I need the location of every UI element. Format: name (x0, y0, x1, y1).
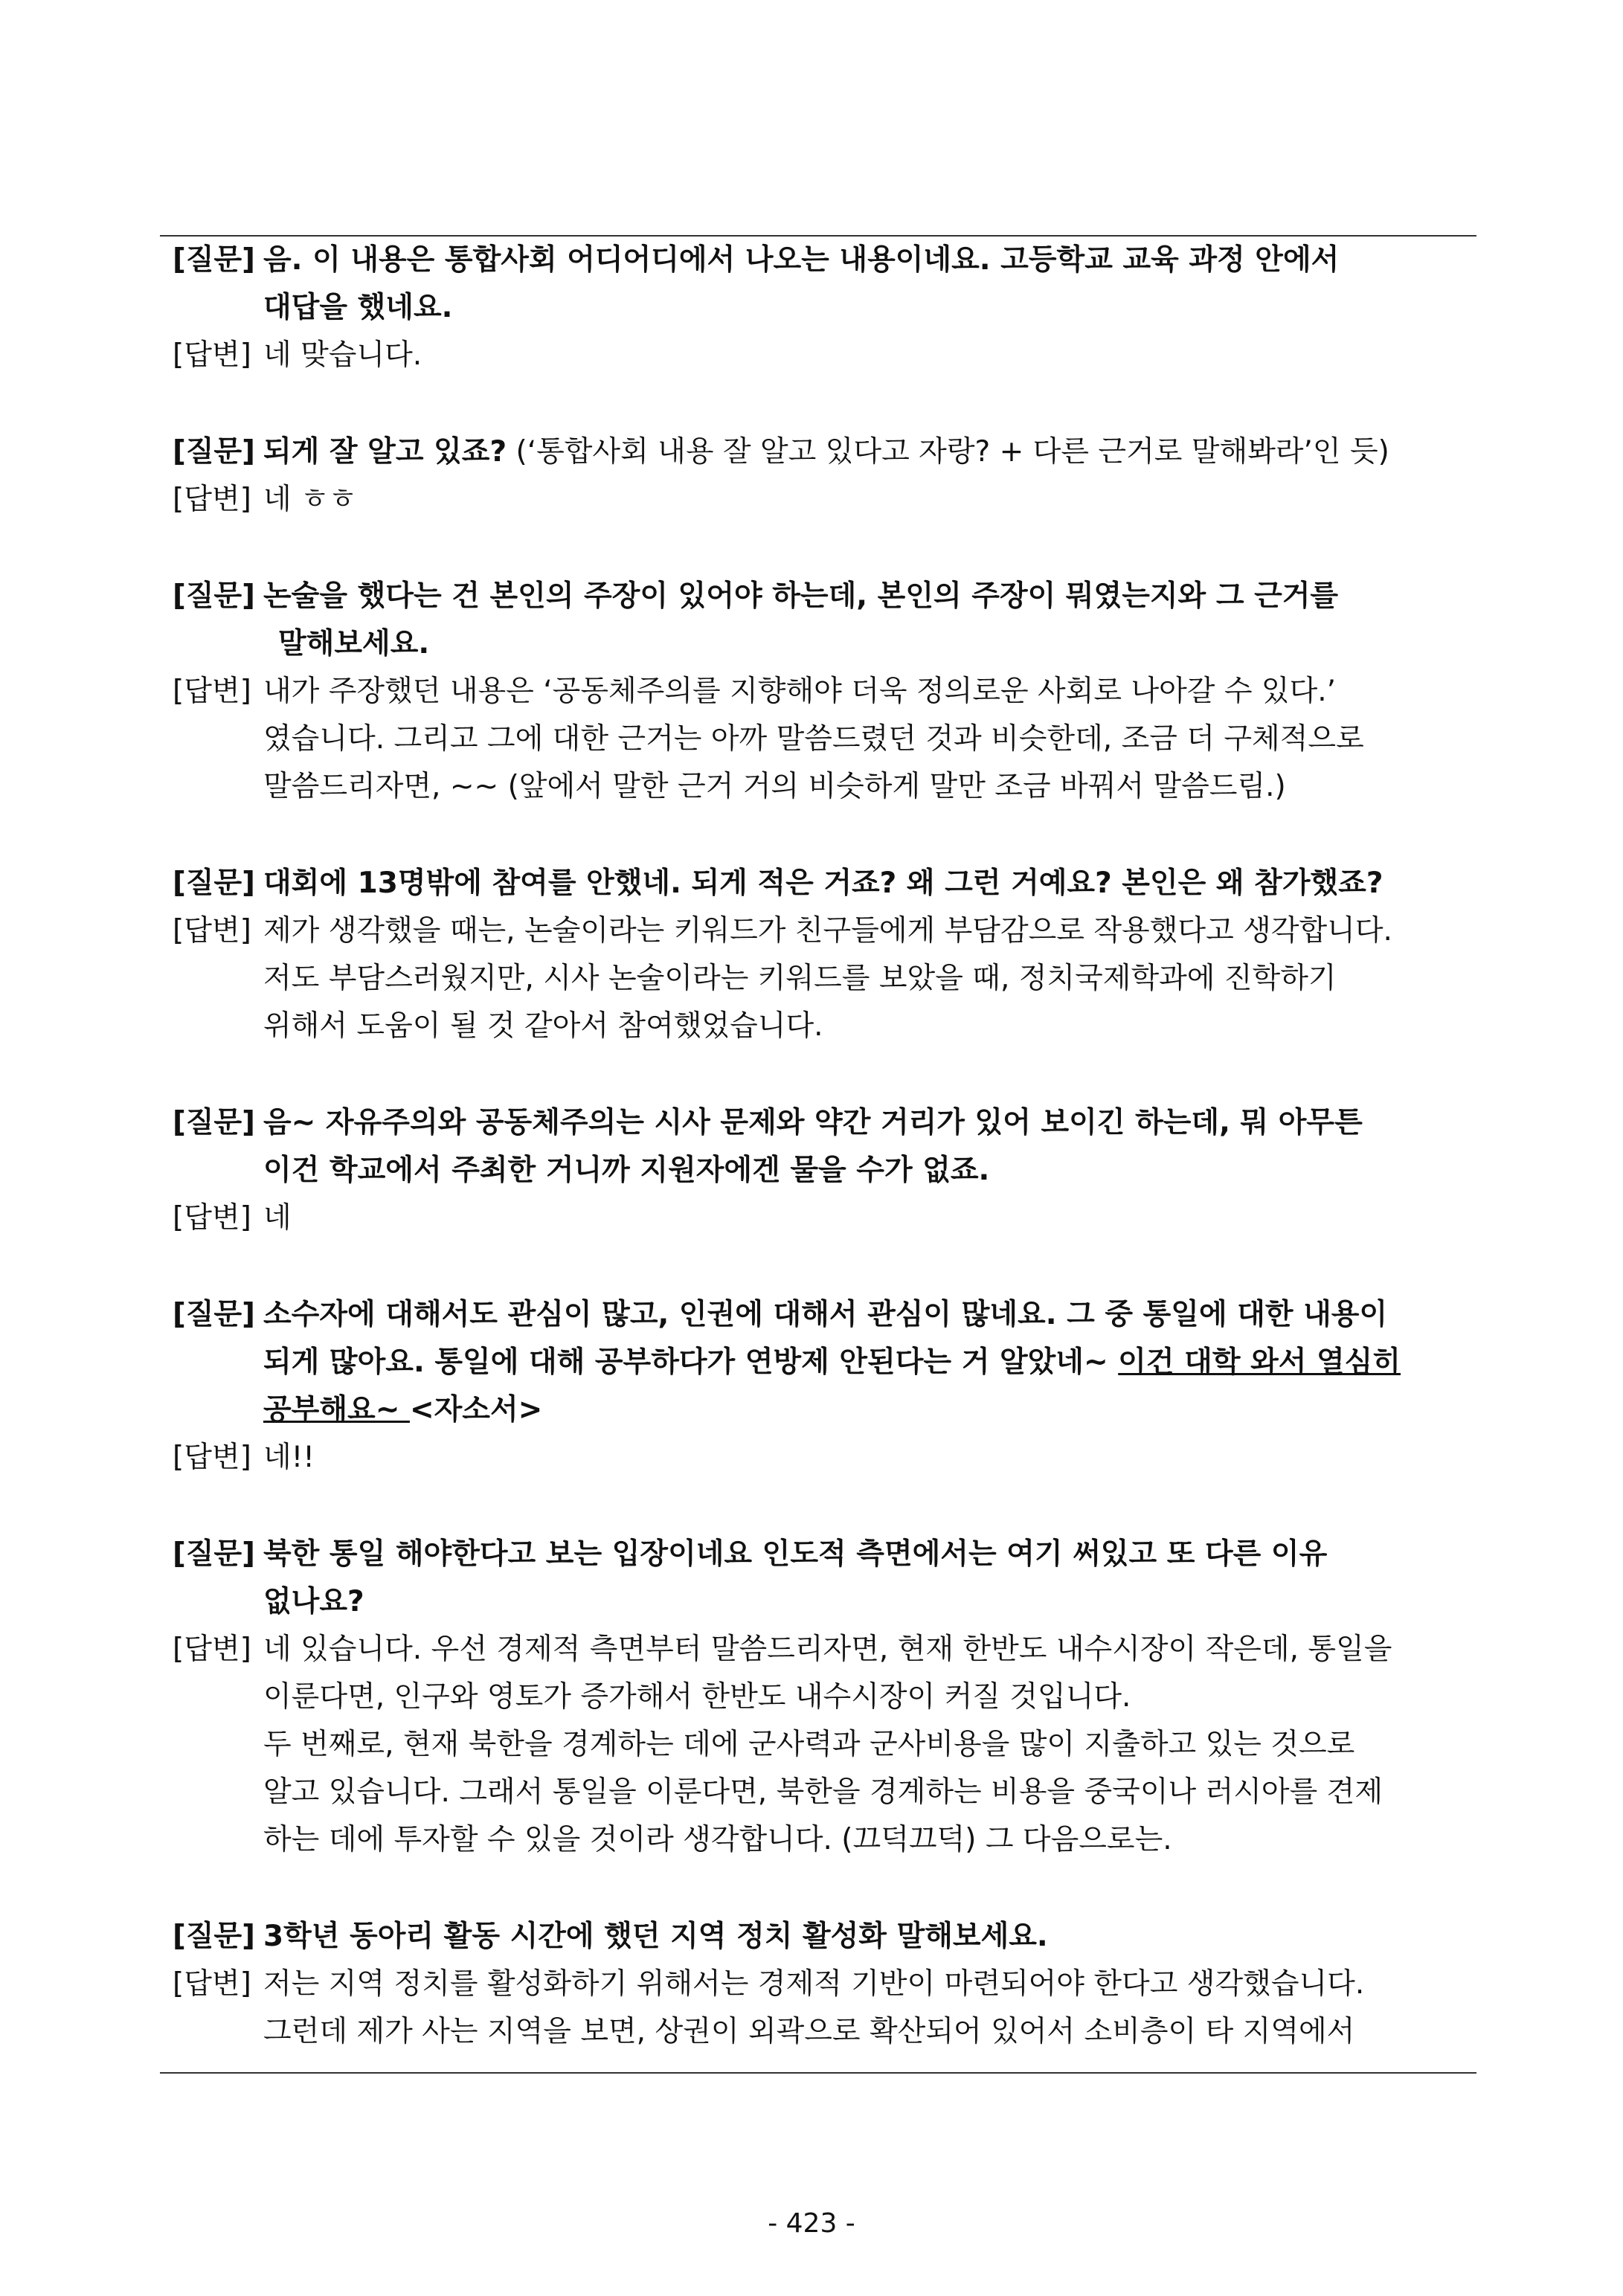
question-line: 대답을 했네요. (263, 291, 453, 324)
answer (173, 1194, 1465, 1242)
question-line: 없나요? (263, 1585, 364, 1618)
answer-line: 였습니다. 그리고 그에 대한 근거는 아까 말씀드렸던 것과 비슷한데, 조금 더 구체적으로 (263, 722, 1364, 756)
qa-pair (173, 1099, 1465, 1242)
question-text (263, 1913, 1465, 1961)
answer (173, 1961, 1465, 2056)
answer-text (263, 1626, 1465, 1864)
question-tag: [질문] (173, 1298, 255, 1331)
answer-line: 이룬다면, 인구와 영토가 증가해서 한반도 내수시장이 커질 것입니다. (263, 1680, 1131, 1714)
answer-line: 두 번째로, 현재 북한을 경계하는 데에 군사력과 군사비용을 많이 지출하고 있는 것으로 (263, 1728, 1355, 1761)
qa-pair (173, 428, 1465, 524)
question-line: 음~ 자유주의와 공동체주의는 시사 문제와 약간 거리가 있어 보이긴 하는데, 뭐 아무튼 (263, 1106, 1363, 1139)
answer-line: 알고 있습니다. 그래서 통일을 이룬다면, 북한을 경계하는 비용을 중국이나 러시아를 견제 (263, 1775, 1383, 1809)
footer-rule (160, 2072, 1476, 2074)
answer-line: 위해서 도움이 될 것 같아서 참여했었습니다. (263, 1009, 823, 1043)
answer (173, 476, 1465, 524)
answer (173, 907, 1465, 1050)
question-text (263, 1291, 1465, 1434)
question-tag: [질문] (173, 866, 255, 900)
question-tag: [질문] (173, 579, 255, 613)
source-label: <자소서> (409, 1393, 543, 1427)
qa-pair (173, 1531, 1465, 1864)
question-text (263, 1099, 1465, 1194)
answer-line: 내가 주장했던 내용은 ‘공동체주의를 지향해야 더욱 정의로운 사회로 나아갈 수 있다.’ (263, 675, 1337, 708)
answer (173, 332, 1465, 379)
question (173, 237, 1465, 332)
question (173, 428, 1465, 476)
qa-pair (173, 1291, 1465, 1482)
answer-line: 네 맞습니다. (263, 338, 422, 372)
question-line: 음. 이 내용은 통합사회 어디어디에서 나오는 내용이네요. 고등학교 교육 과정 안에서 (263, 243, 1340, 277)
question-note: (‘통합사회 내용 잘 알고 있다고 자랑? + 다른 근거로 말해봐라’인 듯) (507, 435, 1389, 469)
answer-line: 네 있습니다. 우선 경제적 측면부터 말씀드리자면, 현재 한반도 내수시장이 작은데, 통일을 (263, 1633, 1392, 1666)
interview-transcript (173, 237, 1465, 2056)
question-tag: [질문] (173, 1106, 255, 1139)
qa-pair (173, 1913, 1465, 2056)
question-tag: [질문] (173, 1537, 255, 1571)
answer-tag: [답변] (173, 1441, 251, 1474)
answer-text (263, 1194, 1465, 1242)
answer-text (263, 476, 1465, 524)
question-text (263, 237, 1465, 332)
question-line: 3학년 동아리 활동 시간에 했던 지역 정치 활성화 말해보세요. (263, 1920, 1048, 1953)
question-tag: [질문] (173, 243, 255, 277)
question (173, 1531, 1465, 1626)
answer-tag: [답변] (173, 338, 251, 372)
answer-line: 제가 생각했을 때는, 논술이라는 키워드가 친구들에게 부담감으로 작용했다고 생각합니다. (263, 914, 1392, 948)
underlined-comment: 공부해요~ (263, 1393, 410, 1427)
question-line: 논술을 했다는 건 본인의 주장이 있어야 하는데, 본인의 주장이 뭐였는지와 그 근거를 (263, 579, 1339, 613)
answer-tag: [답변] (173, 675, 251, 708)
question-text (263, 428, 1465, 476)
question-line (263, 1386, 1465, 1434)
qa-pair (173, 237, 1465, 379)
question (173, 573, 1465, 668)
question-line: 대회에 13명밖에 참여를 안했네. 되게 적은 거죠? 왜 그런 거예요? 본인은 왜 참가했죠? (263, 866, 1383, 900)
answer-line: 말씀드리자면, ~~ (앞에서 말한 근거 거의 비슷하게 말만 조금 바꿔서 말씀드림.) (263, 770, 1286, 803)
question-line-text: 되게 많아요. 통일에 대해 공부하다가 연방제 안된다는 거 알았네~ (263, 1345, 1119, 1379)
question-text (263, 1531, 1465, 1626)
question-line: 소수자에 대해서도 관심이 많고, 인권에 대해서 관심이 많네요. 그 중 통일에 대한 내용이 (263, 1298, 1388, 1331)
qa-pair (173, 573, 1465, 811)
page-number: - 423 - (768, 2208, 855, 2239)
answer-text (263, 332, 1465, 379)
answer (173, 1434, 1465, 1482)
answer-line: 저는 지역 정치를 활성화하기 위해서는 경제적 기반이 마련되어야 한다고 생각했습니다. (263, 1967, 1365, 2001)
question-line (263, 1339, 1465, 1386)
question-bold-text: 되게 잘 알고 있죠? (263, 435, 507, 469)
qa-pair (173, 860, 1465, 1050)
answer-tag: [답변] (173, 1633, 251, 1666)
question-line: 말해보세요. (278, 627, 430, 660)
answer-text (263, 668, 1465, 811)
question-line (263, 428, 1465, 476)
answer-text (263, 907, 1465, 1050)
answer-line: 하는 데에 투자할 수 있을 것이라 생각합니다. (끄덕끄덕) 그 다음으로는. (263, 1823, 1172, 1856)
answer-tag: [답변] (173, 483, 251, 516)
answer-text (263, 1961, 1465, 2056)
question (173, 1913, 1465, 1961)
underlined-comment: 이건 대학 와서 열심히 (1118, 1345, 1401, 1379)
question-tag: [질문] (173, 1920, 255, 1953)
answer-tag: [답변] (173, 1201, 251, 1235)
question-line: 북한 통일 해야한다고 보는 입장이네요 인도적 측면에서는 여기 써있고 또 다른 이유 (263, 1537, 1328, 1571)
question-tag: [질문] (173, 435, 255, 469)
answer-text (263, 1434, 1465, 1482)
question-text (263, 860, 1465, 907)
question (173, 1291, 1465, 1434)
answer-line: 네 ㅎㅎ (263, 483, 357, 516)
question (173, 1099, 1465, 1194)
answer (173, 668, 1465, 811)
answer-tag: [답변] (173, 914, 251, 948)
question-text (263, 573, 1465, 668)
answer-line: 네!! (263, 1441, 315, 1474)
answer-tag: [답변] (173, 1967, 251, 2001)
answer (173, 1626, 1465, 1864)
question (173, 860, 1465, 907)
answer-line: 네 (263, 1201, 292, 1235)
question-line: 이건 학교에서 주최한 거니까 지원자에겐 물을 수가 없죠. (263, 1154, 990, 1187)
answer-line: 그런데 제가 사는 지역을 보면, 상권이 외곽으로 확산되어 있어서 소비층이 타 지역에서 (263, 2015, 1355, 2048)
answer-line: 저도 부담스러웠지만, 시사 논술이라는 키워드를 보았을 때, 정치국제학과에 진학하기 (263, 962, 1337, 995)
